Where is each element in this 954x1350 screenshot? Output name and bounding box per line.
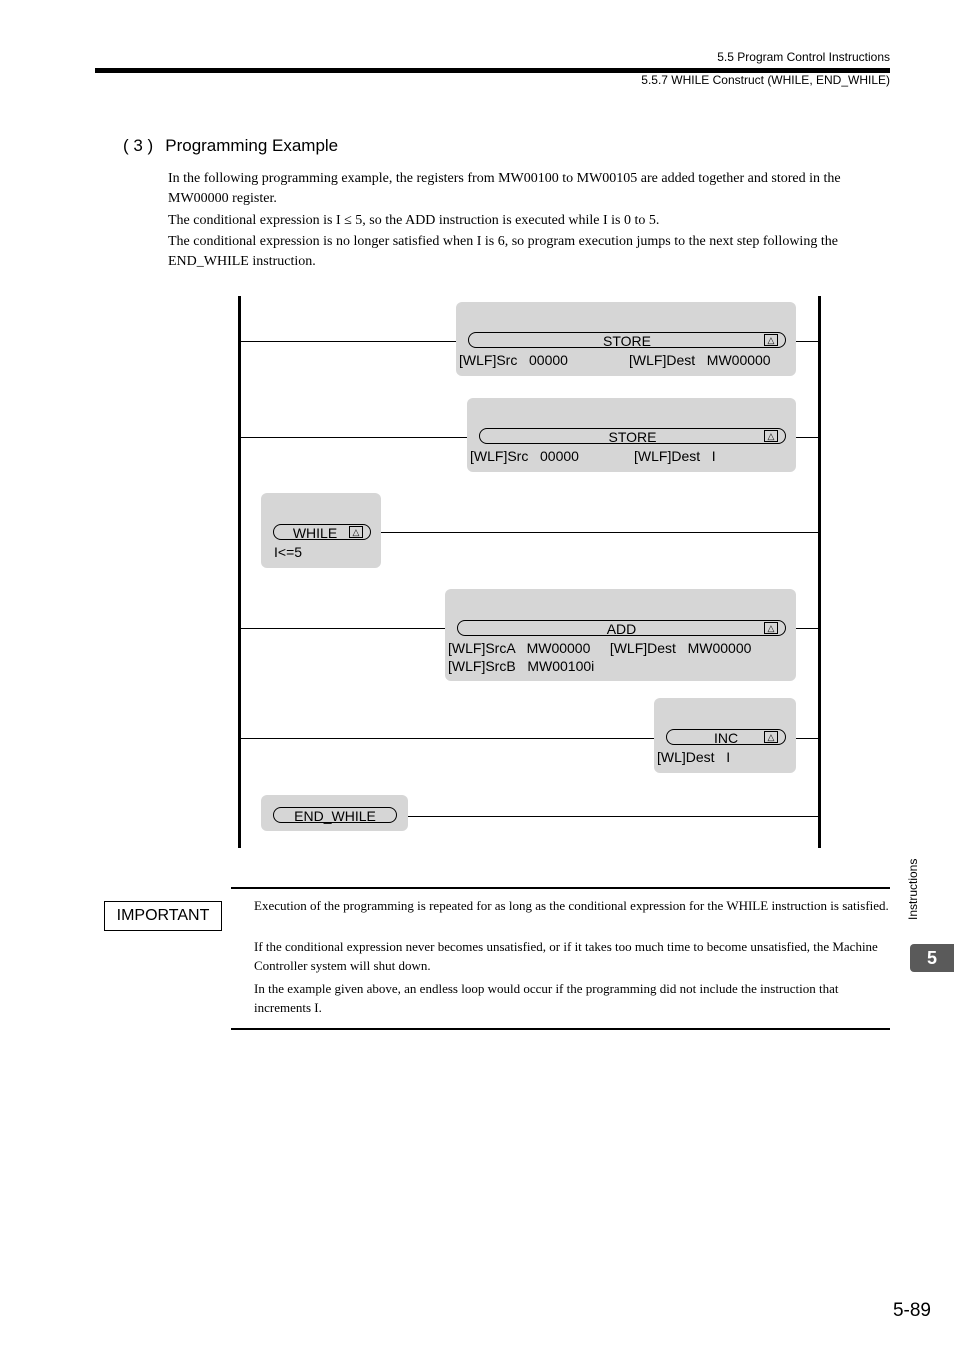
- header-subsection: 5.5.7 WHILE Construct (WHILE, END_WHILE): [641, 73, 890, 87]
- expand-icon[interactable]: △: [764, 731, 778, 743]
- store-label: STORE: [608, 429, 657, 445]
- paragraph-3: The conditional expression is no longer satisfied when I is 6, so program execution jumps to the next step following the END_WHILE instruction.: [168, 234, 838, 269]
- section-title-text: Programming Example: [165, 136, 339, 155]
- rung-6-wire: [407, 816, 819, 817]
- while-instruction-bar: [273, 524, 371, 540]
- store-src-param: [WLF]Src 00000: [470, 448, 579, 464]
- section-number: ( 3 ): [123, 136, 154, 155]
- paragraph-1: In the following programming example, the registers from MW00100 to MW00105 are added together and stored in the MW00000 register.: [168, 171, 841, 206]
- while-label: WHILE: [292, 525, 338, 541]
- inc-block[interactable]: [654, 698, 796, 773]
- store-dest-param: [WLF]Dest MW00000: [629, 352, 771, 368]
- add-block[interactable]: [445, 589, 796, 681]
- important-bottom-rule: [231, 1028, 890, 1030]
- left-power-rail: [238, 296, 241, 848]
- add-param-line-1: [WLF]SrcA MW00000 [WLF]Dest MW00000: [448, 640, 752, 656]
- inc-instruction-bar: [666, 729, 786, 745]
- expand-icon[interactable]: △: [764, 334, 778, 346]
- store-dest-param: [WLF]Dest I: [634, 448, 716, 464]
- chapter-tab: 5: [910, 944, 954, 972]
- important-paragraph-3: In the example given above, an endless loop would occur if the programming did not include the instruction that increments I.: [254, 981, 839, 1015]
- side-tab-label: Instructions: [906, 858, 920, 920]
- inc-dest-param: [WL]Dest I: [657, 749, 731, 765]
- end-while-instruction-bar: [273, 807, 397, 823]
- important-top-rule: [231, 887, 890, 889]
- header-section: 5.5 Program Control Instructions: [717, 50, 890, 64]
- inc-label: INC: [713, 730, 739, 746]
- add-instruction-bar: [457, 620, 786, 636]
- expand-icon[interactable]: △: [349, 526, 363, 538]
- store-block-1[interactable]: [456, 302, 796, 376]
- end-while-label: END_WHILE: [294, 808, 376, 824]
- store-src-param: [WLF]Src 00000: [459, 352, 568, 368]
- while-block[interactable]: [261, 493, 381, 568]
- add-label: ADD: [606, 621, 637, 637]
- add-param-line-2: [WLF]SrcB MW00100i: [448, 658, 595, 674]
- rung-3-wire: [380, 532, 819, 533]
- end-while-block[interactable]: [261, 795, 408, 831]
- expand-icon[interactable]: △: [764, 622, 778, 634]
- store-block-2[interactable]: [467, 398, 796, 472]
- page-number: 5-89: [892, 1300, 931, 1321]
- expand-icon[interactable]: △: [764, 430, 778, 442]
- store-instruction-bar: [479, 428, 786, 444]
- store-instruction-bar: [468, 332, 786, 348]
- section-title: [123, 136, 338, 156]
- important-paragraph-2: If the conditional expression never becomes unsatisfied, or if it takes too much time to become unsatisfied, the Machine Controller system will shut down.: [254, 939, 878, 973]
- paragraph-2: The conditional expression is I ≤ 5, so the ADD instruction is executed while I is 0 to 5.: [168, 213, 660, 228]
- store-label: STORE: [603, 333, 651, 349]
- important-paragraph-1: Execution of the programming is repeated for as long as the conditional expression for the WHILE instruction is satisfied.: [254, 898, 889, 913]
- while-condition: I<=5: [274, 544, 303, 560]
- right-power-rail: [818, 296, 821, 848]
- important-badge: IMPORTANT: [104, 901, 222, 931]
